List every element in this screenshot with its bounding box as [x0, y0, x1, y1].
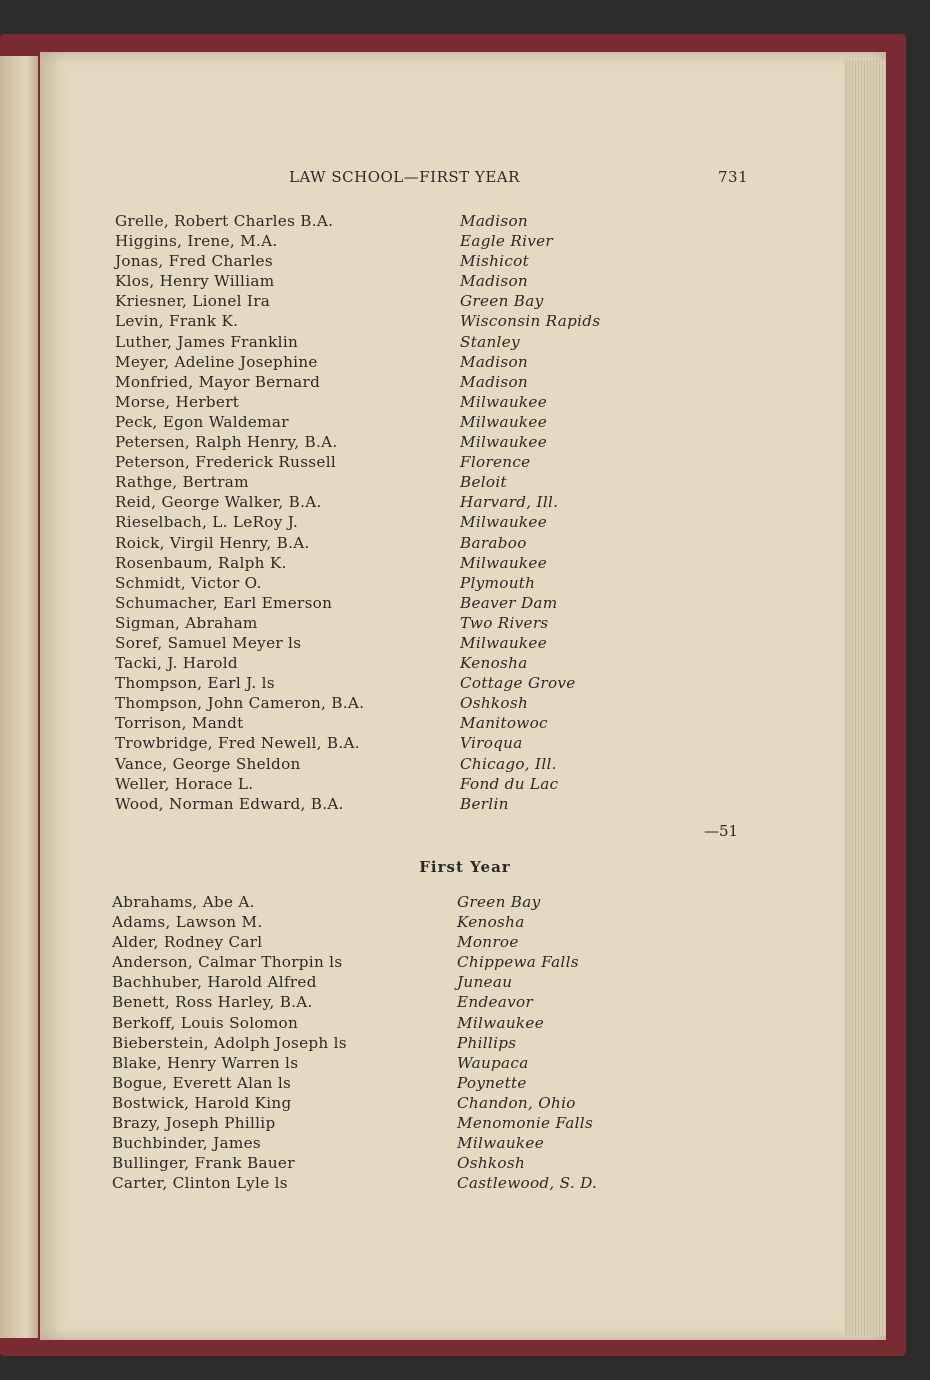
- list-item: [0, 1054, 930, 1074]
- list-item: [0, 893, 930, 913]
- list-item: [0, 1134, 930, 1154]
- list-item: [0, 973, 930, 993]
- student-name: Tacki, J. Harold: [115, 654, 238, 673]
- list-item: [0, 1154, 930, 1174]
- student-hometown: Monroe: [457, 933, 519, 952]
- list-item: [0, 534, 930, 554]
- student-hometown: Baraboo: [460, 533, 527, 552]
- student-count: —51: [704, 822, 739, 840]
- student-hometown: Kenosha: [460, 654, 528, 673]
- student-hometown: Milwaukee: [460, 513, 547, 532]
- page-header: [0, 168, 930, 190]
- student-hometown: Madison: [460, 352, 529, 371]
- student-name: Bogue, Everett Alan ls: [112, 1073, 292, 1092]
- student-name: Abrahams, Abe A.: [112, 893, 255, 911]
- student-hometown: Chandon, Ohio: [457, 1093, 576, 1112]
- list-item: [0, 1014, 930, 1034]
- student-name: Luther, James Franklin: [115, 332, 299, 351]
- student-hometown: Green Bay: [460, 292, 544, 311]
- first-year-student-list: [0, 893, 930, 1194]
- list-item: [0, 252, 930, 272]
- list-item: [0, 453, 930, 473]
- student-hometown: Plymouth: [460, 573, 536, 592]
- student-name: Schmidt, Victor O.: [115, 573, 262, 592]
- list-item: [0, 1114, 930, 1134]
- student-hometown: Mishicot: [460, 252, 529, 271]
- student-hometown: Two Rivers: [460, 613, 549, 632]
- student-name: Adams, Lawson M.: [112, 913, 263, 932]
- student-name: Peterson, Frederick Russell: [115, 453, 337, 472]
- student-name: Rathge, Bertram: [115, 473, 249, 492]
- student-name: Bieberstein, Adolph Joseph ls: [112, 1033, 347, 1052]
- list-item: [0, 594, 930, 614]
- student-name: Vance, George Sheldon: [115, 754, 301, 773]
- student-hometown: Kenosha: [457, 913, 525, 932]
- list-item: [0, 614, 930, 634]
- student-name: Carter, Clinton Lyle ls: [112, 1174, 288, 1193]
- list-item: [0, 953, 930, 973]
- student-hometown: Milwaukee: [460, 553, 547, 572]
- student-hometown: Eagle River: [460, 232, 553, 251]
- list-item: [0, 212, 930, 232]
- student-name: Klos, Henry William: [115, 272, 275, 291]
- student-name: Rieselbach, L. LeRoy J.: [115, 513, 299, 532]
- student-name: Berkoff, Louis Solomon: [112, 1013, 299, 1032]
- student-hometown: Milwaukee: [457, 1134, 544, 1153]
- student-name: Roick, Virgil Henry, B.A.: [115, 533, 310, 552]
- list-item: [0, 634, 930, 654]
- list-item: [0, 1174, 930, 1194]
- list-item: [0, 312, 930, 332]
- list-item: [0, 734, 930, 754]
- student-hometown: Wisconsin Rapids: [460, 312, 601, 331]
- running-head: LAW SCHOOL—FIRST YEAR: [289, 168, 520, 186]
- list-item: [0, 1034, 930, 1054]
- student-hometown: Juneau: [457, 973, 513, 992]
- student-name: Bachhuber, Harold Alfred: [112, 973, 317, 992]
- student-hometown: Cottage Grove: [460, 674, 576, 693]
- student-name: Soref, Samuel Meyer ls: [115, 633, 302, 652]
- student-hometown: Phillips: [457, 1033, 517, 1052]
- student-name: Kriesner, Lionel Ira: [115, 292, 271, 311]
- list-item: [0, 493, 930, 513]
- student-hometown: Green Bay: [457, 893, 541, 911]
- student-hometown: Chicago, Ill.: [460, 754, 557, 773]
- list-item: [0, 714, 930, 734]
- student-hometown: Harvard, Ill.: [460, 493, 559, 512]
- list-item: [0, 232, 930, 252]
- student-hometown: Florence: [460, 453, 531, 472]
- student-name: Sigman, Abraham: [115, 613, 258, 632]
- student-hometown: Endeavor: [457, 993, 534, 1012]
- list-item: [0, 574, 930, 594]
- student-name: Petersen, Ralph Henry, B.A.: [115, 433, 338, 452]
- student-hometown: Madison: [460, 372, 529, 391]
- student-name: Alder, Rodney Carl: [112, 933, 263, 952]
- list-item: [0, 393, 930, 413]
- student-name: Reid, George Walker, B.A.: [115, 493, 322, 512]
- student-hometown: Chippewa Falls: [457, 953, 579, 972]
- student-hometown: Madison: [460, 272, 529, 291]
- list-item: [0, 654, 930, 674]
- list-item: [0, 795, 930, 815]
- student-hometown: Milwaukee: [460, 633, 547, 652]
- student-hometown: Oshkosh: [457, 1154, 526, 1173]
- student-name: Trowbridge, Fred Newell, B.A.: [115, 734, 360, 753]
- student-name: Anderson, Calmar Thorpin ls: [112, 953, 343, 972]
- student-name: Weller, Horace L.: [115, 774, 254, 793]
- list-item: [0, 933, 930, 953]
- student-name: Jonas, Fred Charles: [115, 252, 273, 271]
- section-heading: First Year: [419, 858, 511, 876]
- student-hometown: Fond du Lac: [460, 774, 559, 793]
- student-hometown: Milwaukee: [460, 392, 547, 411]
- student-name: Schumacher, Earl Emerson: [115, 593, 333, 612]
- list-item: [0, 333, 930, 353]
- student-name: Monfried, Mayor Bernard: [115, 372, 321, 391]
- student-name: Grelle, Robert Charles B.A.: [115, 212, 334, 230]
- student-name: Peck, Egon Waldemar: [115, 412, 289, 431]
- student-hometown: Madison: [460, 212, 529, 230]
- list-item: [0, 353, 930, 373]
- student-hometown: Milwaukee: [460, 433, 547, 452]
- list-item: [0, 473, 930, 493]
- student-hometown: Beloit: [460, 473, 507, 492]
- list-item: [0, 755, 930, 775]
- list-item: [0, 413, 930, 433]
- student-name: Wood, Norman Edward, B.A.: [115, 794, 344, 813]
- student-hometown: Oshkosh: [460, 694, 529, 713]
- student-hometown: Waupaca: [457, 1053, 529, 1072]
- student-name: Higgins, Irene, M.A.: [115, 232, 278, 251]
- student-hometown: Milwaukee: [460, 412, 547, 431]
- page-number: 731: [718, 168, 749, 186]
- student-hometown: Menomonie Falls: [457, 1114, 594, 1133]
- list-item: [0, 1094, 930, 1114]
- list-item: [0, 272, 930, 292]
- student-name: Blake, Henry Warren ls: [112, 1053, 299, 1072]
- student-name: Torrison, Mandt: [115, 714, 244, 733]
- list-item: [0, 1074, 930, 1094]
- list-item: [0, 292, 930, 312]
- student-hometown: Poynette: [457, 1073, 527, 1092]
- student-name: Benett, Ross Harley, B.A.: [112, 993, 313, 1012]
- student-hometown: Beaver Dam: [460, 593, 558, 612]
- list-item: [0, 513, 930, 533]
- list-item: [0, 433, 930, 453]
- list-item: [0, 993, 930, 1013]
- student-name: Bostwick, Harold King: [112, 1093, 292, 1112]
- list-item: [0, 554, 930, 574]
- student-hometown: Manitowoc: [460, 714, 548, 733]
- student-hometown: Viroqua: [460, 734, 523, 753]
- list-item: [0, 775, 930, 795]
- student-hometown: Berlin: [460, 794, 509, 813]
- student-hometown: Milwaukee: [457, 1013, 544, 1032]
- list-item: [0, 373, 930, 393]
- student-name: Brazy, Joseph Phillip: [112, 1114, 276, 1133]
- student-name: Buchbinder, James: [112, 1134, 261, 1153]
- student-name: Thompson, Earl J. ls: [115, 674, 275, 693]
- list-item: [0, 694, 930, 714]
- list-item: [0, 674, 930, 694]
- continued-student-list: [0, 212, 930, 815]
- student-name: Thompson, John Cameron, B.A.: [115, 694, 365, 713]
- student-name: Meyer, Adeline Josephine: [115, 352, 318, 371]
- student-hometown: Stanley: [460, 332, 520, 351]
- student-name: Bullinger, Frank Bauer: [112, 1154, 295, 1173]
- student-name: Morse, Herbert: [115, 392, 240, 411]
- student-hometown: Castlewood, S. D.: [457, 1174, 598, 1193]
- student-name: Levin, Frank K.: [115, 312, 239, 331]
- student-name: Rosenbaum, Ralph K.: [115, 553, 287, 572]
- list-item: [0, 913, 930, 933]
